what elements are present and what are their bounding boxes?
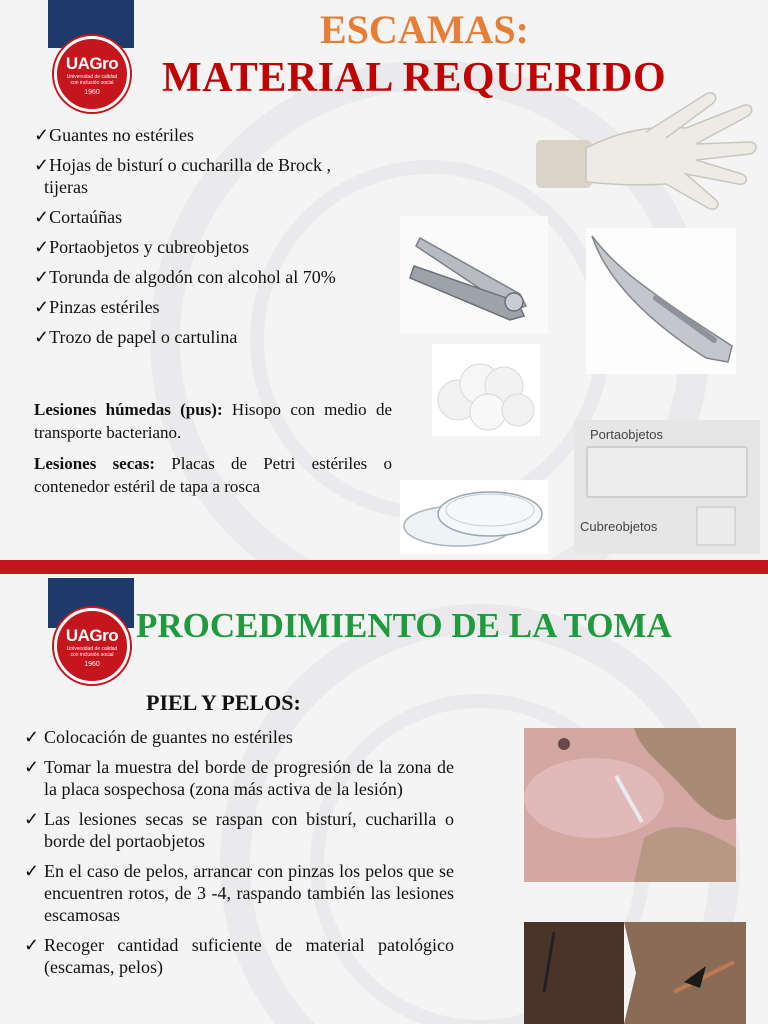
slide-label-cubreobjetos: Cubreobjetos — [580, 519, 658, 534]
slide-divider — [0, 560, 768, 574]
scalpel-blade-image — [586, 228, 736, 374]
list-item: ✓Hojas de bisturí o cucharilla de Brock , tijeras — [34, 155, 332, 197]
hair-plucking-photo — [524, 922, 746, 1024]
subtitle-piel-y-pelos: PIEL Y PELOS: — [146, 690, 301, 715]
list-item: ✓ Colocación de guantes no estériles — [24, 727, 293, 747]
list-item: ✓Guantes no estériles — [34, 125, 195, 145]
uagro-logo: UAGro Universidad de calidad con inclusión social 1960 — [54, 608, 130, 684]
title-procedimiento: PROCEDIMIENTO DE LA TOMA — [136, 606, 672, 645]
glove-image — [536, 88, 758, 228]
dry-lesions-text: Lesiones secas: Placas de Petri estériles o contenedor estéril de tapa a rosca — [34, 454, 393, 496]
slide-label-portaobjetos: Portaobjetos — [590, 427, 663, 442]
skin-scraping-photo — [524, 728, 736, 882]
nail-clipper-image — [400, 216, 548, 334]
list-item: ✓ Las lesiones secas se raspan con bisturí, cucharilla o borde del portaobjetos — [24, 809, 454, 851]
list-item: ✓Cortaúñas — [34, 207, 123, 227]
list-item: ✓Portaobjetos y cubreobjetos — [34, 237, 250, 257]
petri-dishes-image — [400, 480, 548, 554]
title-material-requerido: MATERIAL REQUERIDO — [162, 55, 667, 101]
list-item: ✓Trozo de papel o cartulina — [34, 327, 238, 347]
list-item: ✓ Recoger cantidad suficiente de material patológico (escamas, pelos) — [24, 935, 454, 977]
cotton-balls-image — [432, 344, 540, 436]
list-item: ✓Pinzas estériles — [34, 297, 160, 317]
materials-list — [34, 124, 336, 356]
list-item: ✓ Tomar la muestra del borde de progresión de la zona de la placa sospechosa (zona más activa de la lesión) — [24, 757, 454, 799]
list-item: ✓ En el caso de pelos, arrancar con pinzas los pelos que se encuentren rotos, de 3 -4, raspando también las lesiones escamosas — [24, 861, 454, 925]
humid-lesions-text: Lesiones húmedas (pus): Hisopo con medio de transporte bacteriano. — [34, 400, 392, 442]
slide-procedimiento — [0, 574, 768, 1024]
uagro-logo: UAGro Universidad de calidad con inclusión social 1960 — [54, 36, 130, 112]
title-escamas: ESCAMAS: — [320, 7, 529, 52]
procedure-steps-list — [24, 726, 454, 986]
list-item: ✓Torunda de algodón con alcohol al 70% — [34, 267, 336, 287]
